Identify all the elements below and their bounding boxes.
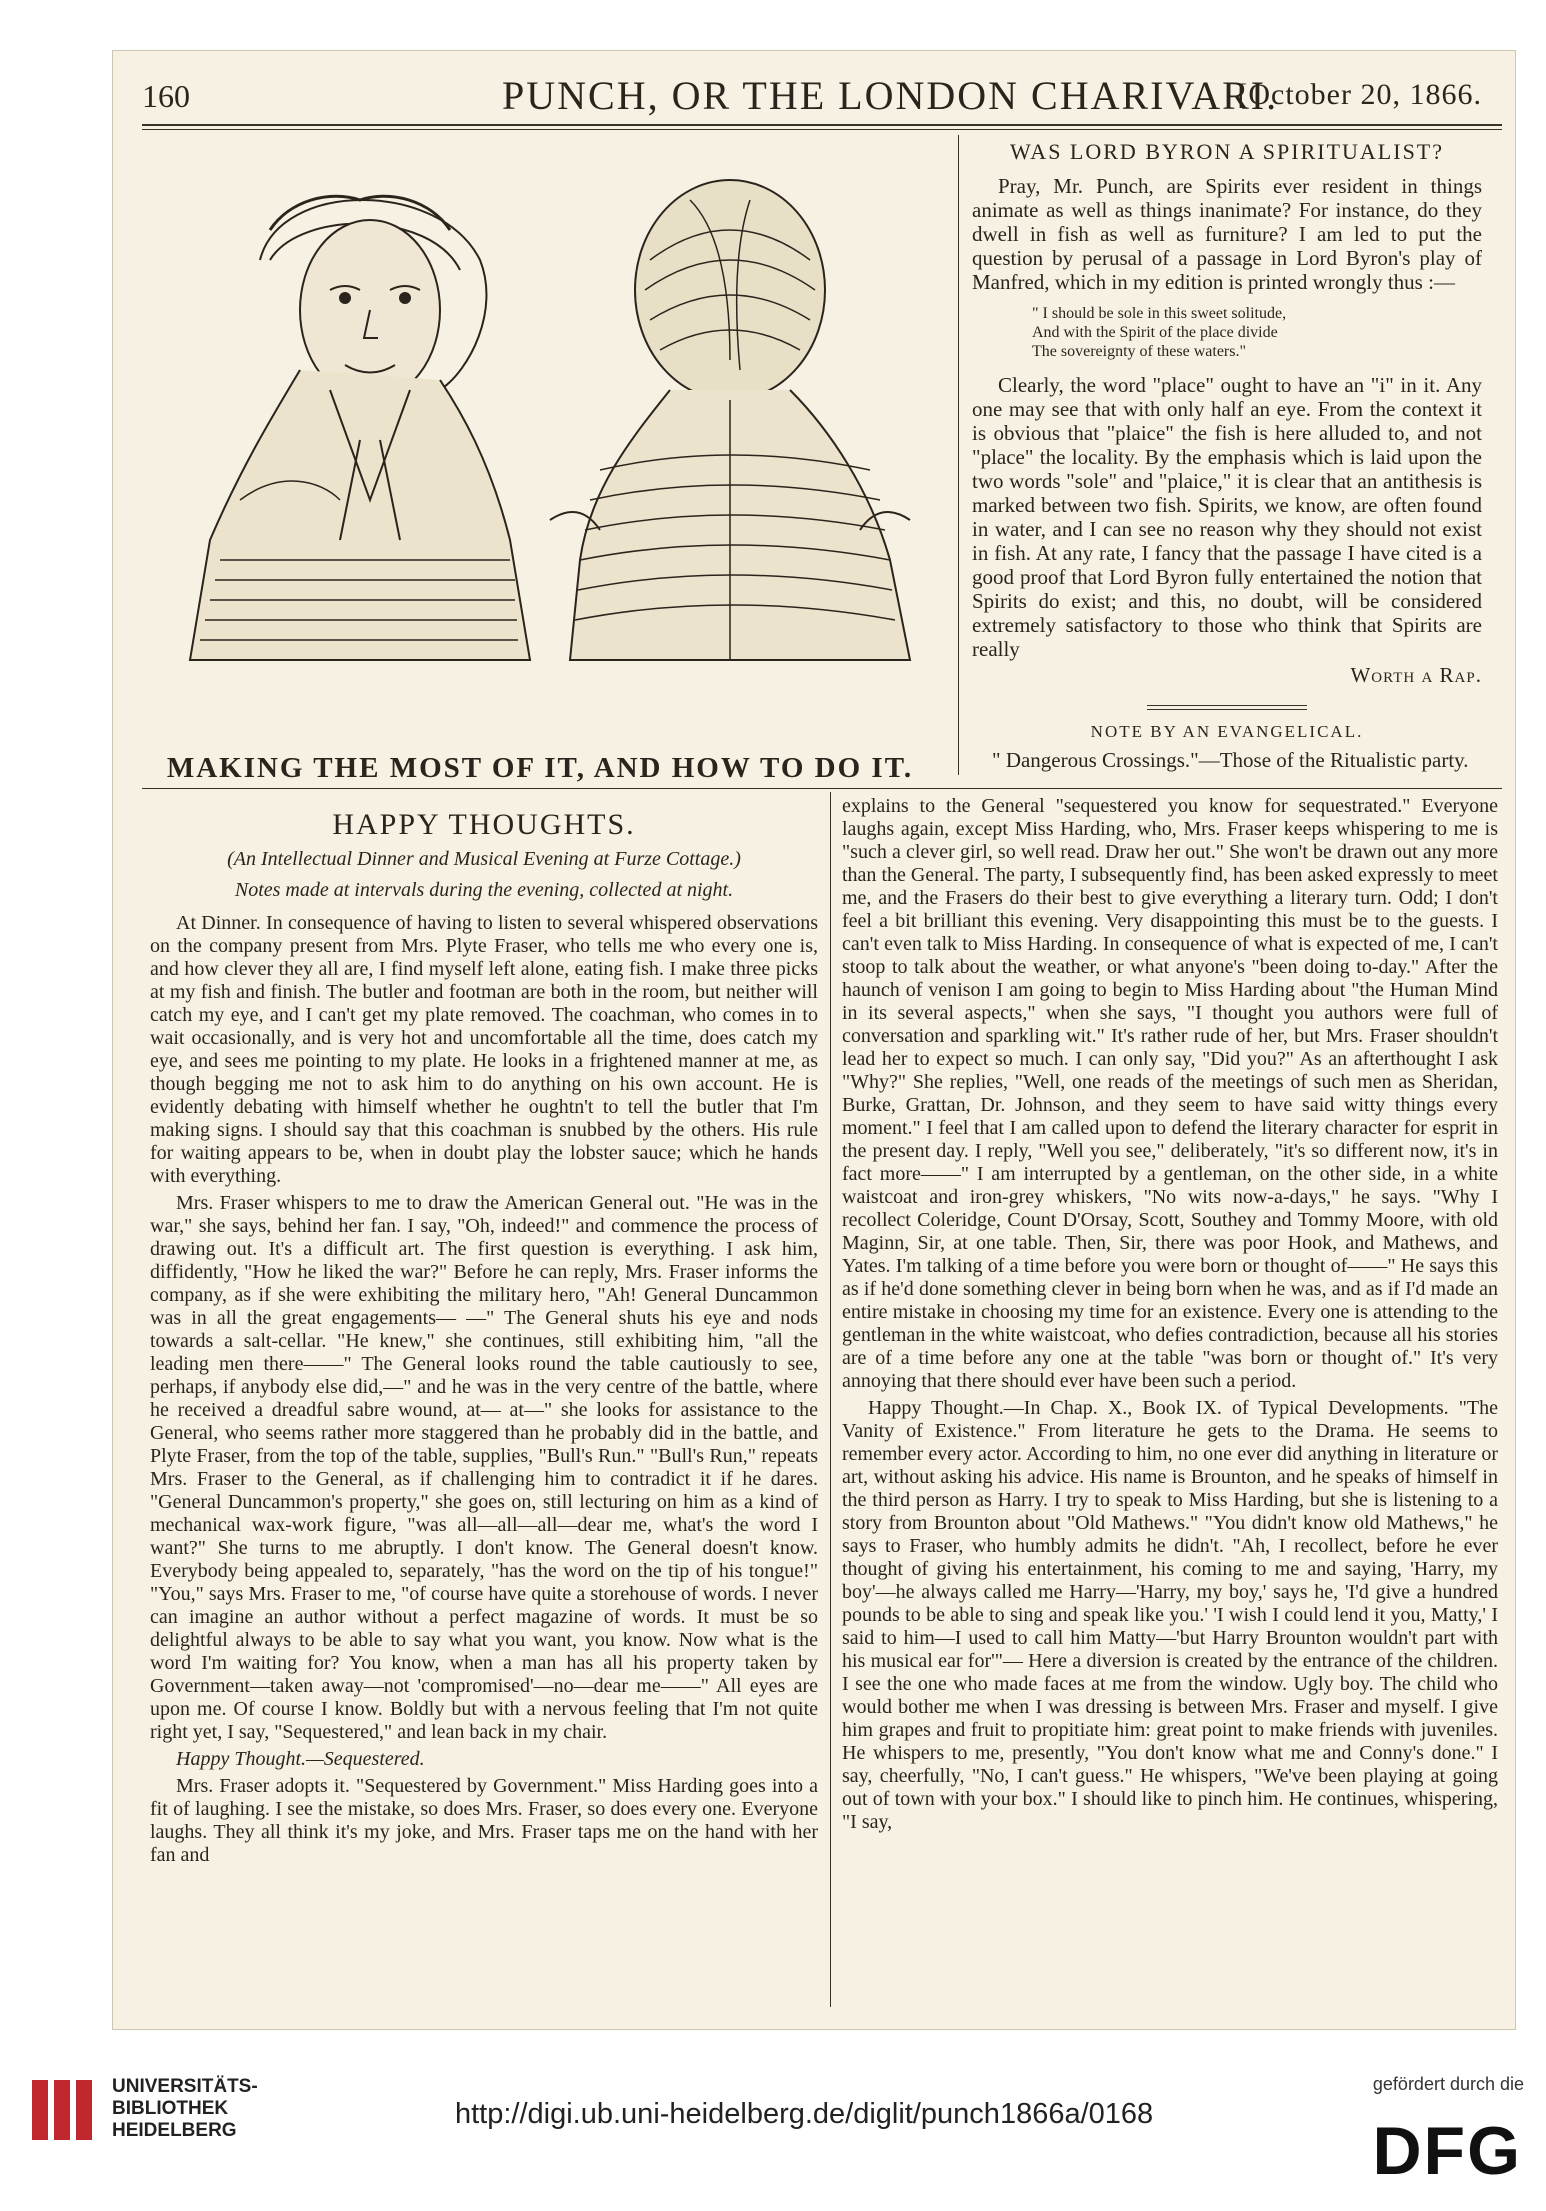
byron-quote [1032,304,1482,361]
happy-paragraph-3: Happy Thought.—Sequestered. [176,1748,425,1770]
header-rule-2 [142,129,1502,130]
happy-title: HAPPY THOUGHTS. [332,808,636,841]
cartoon-caption: MAKING THE MOST OF IT, AND HOW TO DO IT. [166,752,914,784]
happy-paragraph-2: Mrs. Fraser whispers to me to draw the American General out. "He was in the war," she says, behind her fan. I say, "Oh, indeed!" and commence the process of drawing out. It's a difficult art. The first question is everything. I ask him, diffidently, "How he liked the war?" Before he can reply, Mrs. Fraser informs the company, as if she were exhibiting the military hero, "Ah! General Duncammon was in all the great engagements— —" The General shuts his eye and nods towards a salt-cellar. "He knew," she continues, still exhibiting him, "all the leading men there——" The General looks round the table cautiously to see, perhaps, if anybody else did,—" and he was in the very centre of the battle, where he received a dreadful sabre wound, at— at—" she looks for assistance to the General, who seems rather more staggered than he probably did in the battle, and Plyte Fraser, from the top of the table, supplies, "Bull's Run." "Bull's Run," repeats Mrs. Fraser to the General, as if challenging him to contradict it if he dares. "General Duncammon's property," she goes on, still lecturing on him as a kind of mechanical wax-work figure, "was all—all—all—dear me, what's the word I want?" She turns to me abruptly. I don't know. The General doesn't know. Everybody being appealed to, separately, "has the word on the tip of his tongue!" "You," says Mrs. Fraser to me, "of course have quite a storehouse of words. I never can imagine an author without a perfect magazine of words. It must be so delightful always to be able to say what you want, you know. Now what is the word I'm waiting for? You know, when a man has all his property taken by Government—taken away—not 'compromised'—no—dear me——" All eyes are upon me. Of course I know. Boldly but with a nervous feeling that I'm not quite right yet, I say, "Sequestered," and lean back in my chair. [150,1192,818,1743]
happy-paragraph-1: At Dinner. In consequence of having to listen to several whispered observations on the company present from Mrs. Plyte Fraser, who tells me who every one is, and how clever they all are, I find myself left alone, eating fish. I make three picks at my fish and finish. The butler and footman are both in the room, but neither will catch my eye, and I can't get my plate removed. The coachman, who comes in to wait occasionally, and is very hot and uncomfortable all the time, does catch my eye, and sees me pointing to my plate. He looks in a frightened manner at me, as though begging me not to ask him to do anything on his own account. He is evidently debating with himself whether he oughtn't to tell the butler that I'm making signs. I should say that this coachman is snubbed by the others. His rule for waiting appears to be, when in doubt play the lobster sauce; which he hands with everything. [150,912,818,1187]
masthead-title: PUNCH, OR THE LONDON CHARIVARI. [502,73,1279,118]
institution-name [112,2076,258,2142]
header-rule [142,124,1502,126]
cartoon-illustration [150,140,950,740]
happy-subtitle: (An Intellectual Dinner and Musical Evening at Furze Cottage.) [227,848,741,870]
byron-title: WAS LORD BYRON A SPIRITUALIST? [1009,139,1445,164]
byron-paragraph-1: Pray, Mr. Punch, are Spirits ever resident in things animate as well as things inanimate? For instance, do they dwell in fish as well as furniture? I am led to put the question by perusal of a passage in Lord Byron's play of Manfred, which in my edition is printed wrongly thus :— [972,174,1482,294]
column-divider-bottom [830,792,831,2007]
quote-line-1: " I should be sole in this sweet solitude, [1032,305,1287,322]
institution-line-1: UNIVERSITÄTS- [112,2076,258,2097]
happy-thoughts-column-2 [842,795,1498,1838]
mid-rule [142,788,1502,789]
university-logo-icon [24,2070,104,2150]
note-title: NOTE BY AN EVANGELICAL. [1090,722,1364,741]
happy-thoughts-column-1 [150,795,818,1871]
issue-date: [October 20, 1866. [1237,78,1482,111]
byron-paragraph-2: Clearly, the word "place" ought to have an "i" in it. Any one may see that with only half an eye. From the context it is obvious that "plaice" the fish is here alluded to, and not "place" the locality. By the emphasis which is laid upon the two words "sole" and "plaice," it is clear that an antithesis is marked between two fish. Spirits, we know, are often found in water, and I can see no reason why they should not exist in fish. At any rate, I fancy that the passage I have cited is a good proof that Lord Byron fully entertained the notion that Spirits do exist; and this, no doubt, will be considered extremely satisfactory to those who think that Spirits are really [972,373,1482,661]
quote-line-2: And with the Spirit of the place divide [1032,324,1278,341]
institution-line-3: HEIDELBERG [112,2120,237,2141]
section-rule [1147,705,1307,710]
byron-signature: Worth a Rap. [1350,663,1482,687]
page-number: 160 [142,78,190,114]
dfg-logo: DFG [1372,2113,1522,2189]
happy-paragraph-6: Happy Thought.—In Chap. X., Book IX. of Typical Developments. "The Vanity of Existence." From literature he gets to the Drama. He seems to remember every actor. According to him, no one ever did anything in literature or art, without asking his advice. His name is Brounton, and he speaks of himself in the third person as Harry. I try to speak to Miss Harding, but she is listening to a story from Brounton about "Old Mathews." "You didn't know old Mathews," he says to Fraser, who humbly admits he didn't. "Ah, I recollect, before he ever thought of giving his entertainment, his coming to me and saying, 'Harry, my boy'—he always called me Harry—'Harry, my boy,' says he, 'I'd give a hundred pounds to be able to sing and speak like you.' 'I wish I could lend it you, Matty,' I said to him—I used to call him Matty—'but Harry Brounton wouldn't part with his musical ear for'"— Here a diversion is created by the entrance of the children. I see the one who made faces at me from the window. Ugly boy. The child who would bother me when I was dressing is between Mrs. Fraser and myself. I give him grapes and fruit to propitiate him: great point to make friends with juveniles. He whispers to me, presently, "You don't know what me and Conny's done." I say, cheerfully, "No, I can't guess." He whispers, "We've been playing at going out of town with your box." I should like to pinch him. He continues, whispering, "I say, [842,1397,1498,1833]
institution-line-2: BIBLIOTHEK [112,2098,229,2119]
column-divider-top [958,135,959,775]
quote-line-3: The sovereignty of these waters." [1032,343,1247,360]
byron-article [972,140,1482,772]
source-url[interactable]: http://digi.ub.uni-heidelberg.de/diglit/punch1866a/0168 [455,2098,1154,2130]
funding-note: gefördert durch die [1372,2074,1524,2094]
happy-subtitle-2: Notes made at intervals during the evening, collected at night. [234,879,734,901]
note-text: " Dangerous Crossings."—Those of the Ritualistic party. [992,748,1469,772]
footer-bar [0,2040,1546,2211]
happy-paragraph-5: explains to the General "sequestered you know for sequestrated." Everyone laughs again, except Miss Harding, who, Mrs. Fraser keeps whispering to me is "such a clever girl, so well read. Draw her out." She won't be drawn out any more than the General. The party, I subsequently find, has been asked expressly to meet me, and the Frasers do their best to give everything a literary turn. Odd; I don't feel a bit brilliant this evening. Very disappointing this must be to the guests. I can't even talk to Miss Harding. In consequence of what is expected of me, I can't stoop to talk about the weather, or what anyone's "been doing to-day." After the haunch of venison I am going to begin to Miss Harding about "the Human Mind in its several aspects," when she says, "I thought you authors were full of conversation and sparkling wit." It's rather rude of her, but Mrs. Fraser shouldn't lead her to expect so much. I can only say, "Did you?" As an afterthought I ask "Why?" She replies, "Well, one reads of the meetings of such men as Sheridan, Burke, Grattan, Dr. Johnson, and they seem to have said witty things every moment." I feel that I am called upon to defend the literary character for esprit in the present day. I reply, "Well you see," deliberately, "it's so different now, it's in fact more——" I am interrupted by a gentleman, on the other side, in a white waistcoat and iron-grey whiskers, "No wits now-a-days," he says. "Why I recollect Coleridge, Count D'Orsay, Scott, Southey and Tommy Moore, with old Maginn, Sir, at one table. Then, Sir, there was poor Hook, and Mathews, and Yates. I'm talking of a time before you were born or thought of——" He says this as if he'd done something clever in being born when he was, and as if I'd made an entire mistake in choosing my time for an existence. Every one is attending to the gentleman in the white waistcoat, who defies contradiction, because all his stories are of a time before any one at the table "was born or thought of." It's very annoying that there should ever have been such a period. [842,795,1498,1392]
happy-paragraph-4: Mrs. Fraser adopts it. "Sequestered by Government." Miss Harding goes into a fit of laughing. I see the mistake, so does Mrs. Fraser, so does every one. Everyone laughs. They all think it's my joke, and Mrs. Fraser taps me on the hand with her fan and [150,1775,818,1866]
page-header [142,62,1492,132]
